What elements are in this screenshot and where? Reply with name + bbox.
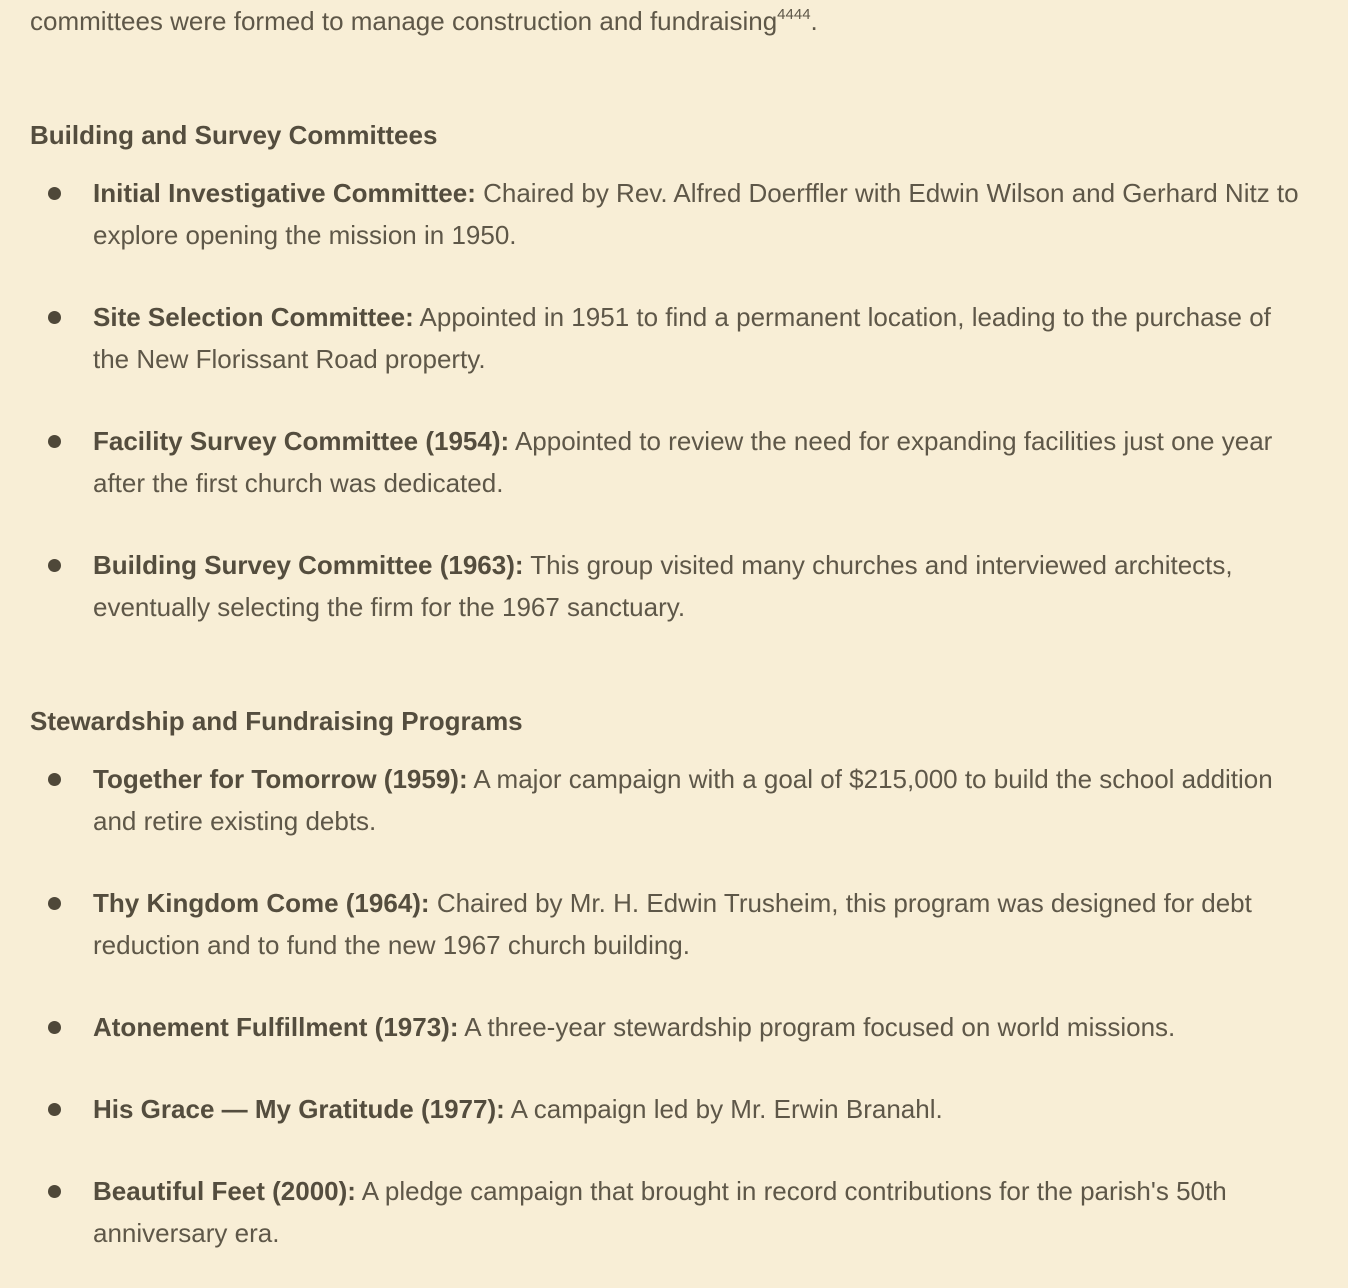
bullet-icon [48, 559, 61, 572]
list-item [30, 758, 1305, 842]
list-item-body: Appointed in 1951 to find a permanent location, leading to the purchase of the New Florissant Road property. [93, 302, 1271, 374]
list-item-body: A pledge campaign that brought in record contributions for the parish's 50th anniversary era. [93, 1176, 1227, 1248]
bullet-icon [48, 1021, 61, 1034]
list-item-lead: Together for Tomorrow (1959): [93, 764, 468, 794]
intro-paragraph [30, 0, 1305, 42]
list-item-lead: Beautiful Feet (2000): [93, 1176, 356, 1206]
list-item-lead: Initial Investigative Committee: [93, 178, 476, 208]
list-item-body: A campaign led by Mr. Erwin Branahl. [504, 1094, 943, 1124]
list-item-body: Chaired by Mr. H. Edwin Trusheim, this program was designed for debt reduction and to fund the new 1967 church building. [93, 888, 1252, 960]
list-item-body: A major campaign with a goal of $215,000 to build the school addition and retire existing debts. [93, 764, 1273, 836]
bullet-icon [48, 773, 61, 786]
list-item-lead: His Grace — My Gratitude (1977): [93, 1094, 505, 1124]
list-item-lead: Facility Survey Committee (1954): [93, 426, 510, 456]
list-item [30, 882, 1305, 966]
bullet-icon [48, 435, 61, 448]
section-heading-stewardship-and-fundraising-programs: Stewardship and Fundraising Programs [30, 706, 523, 736]
section-heading-building-and-survey-committees: Building and Survey Committees [30, 120, 438, 150]
list-item [30, 1006, 1305, 1048]
list-item [30, 172, 1305, 256]
list-item [30, 420, 1305, 504]
list-item-lead: Building Survey Committee (1963): [93, 550, 524, 580]
bullet-icon [48, 897, 61, 910]
list-item-body: Appointed to review the need for expanding facilities just one year after the first church was dedicated. [93, 426, 1273, 498]
list-item-lead: Site Selection Committee: [93, 302, 414, 332]
list-item-lead: Thy Kingdom Come (1964): [93, 888, 430, 918]
intro-period: . [810, 6, 818, 36]
list-item-body: This group visited many churches and interviewed architects, eventually selecting the firm for the 1967 sanctuary. [93, 550, 1233, 622]
bullet-icon [48, 311, 61, 324]
building-committees-list [30, 172, 1305, 628]
list-item-lead: Atonement Fulfillment (1973): [93, 1012, 459, 1042]
list-item [30, 1088, 1305, 1130]
bullet-icon [48, 1103, 61, 1116]
intro-text: committees were formed to manage construction and fundraising [30, 6, 778, 36]
list-item [30, 544, 1305, 628]
list-item [30, 1170, 1305, 1254]
list-item-body: Chaired by Rev. Alfred Doerffler with Edwin Wilson and Gerhard Nitz to explore opening the mission in 1950. [93, 178, 1299, 250]
list-item-body: A three-year stewardship program focused on world missions. [458, 1012, 1176, 1042]
footnote-superscript: 4444 [777, 6, 811, 23]
list-item [30, 296, 1305, 380]
bullet-icon [48, 187, 61, 200]
bullet-icon [48, 1185, 61, 1198]
fundraising-programs-list [30, 758, 1305, 1254]
